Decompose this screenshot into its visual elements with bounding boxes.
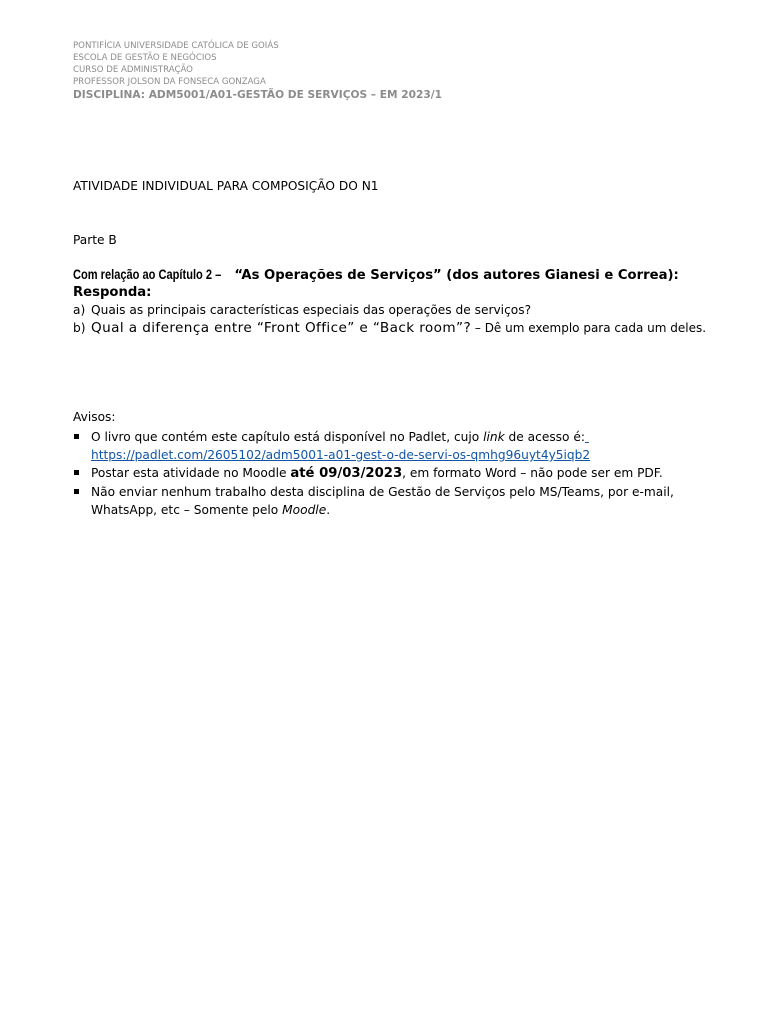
padlet-link[interactable]: https://padlet.com/2605102/adm5001-a01-gest-o-de-servi-os-qmhg96uyt4y5iqb2 <box>91 448 591 462</box>
professor-name: PROFESSOR JOLSON DA FONSECA GONZAGA <box>73 77 266 87</box>
chapter-title: “As Operações de Serviços” (dos autores Gianesi e Correa): <box>229 268 679 283</box>
part-label: Parte B <box>73 233 117 247</box>
bullet-square-icon <box>74 434 79 439</box>
notice-item <box>73 483 713 519</box>
school-name: ESCOLA DE GESTÃO E NEGÓCIOS <box>73 53 217 63</box>
university-name: PONTIFÍCIA UNIVERSIDADE CATÓLICA DE GOIÁS <box>73 41 279 51</box>
question-text: Quais as principais características especiais das operações de serviços? <box>91 303 532 317</box>
notice-text: WhatsApp, etc – Somente pelo <box>91 503 283 517</box>
notice-item <box>73 428 713 464</box>
deadline-date: até 09/03/2023 <box>290 466 403 481</box>
activity-title: ATIVIDADE INDIVIDUAL PARA COMPOSIÇÃO DO N1 <box>73 179 379 193</box>
question-a <box>73 303 531 317</box>
notice-text: de acesso é: <box>504 430 585 444</box>
notice-italic: link <box>483 430 505 444</box>
course-name: CURSO DE ADMINISTRAÇÃO <box>73 65 193 75</box>
question-b <box>73 320 706 336</box>
notice-italic: Moodle <box>282 503 327 517</box>
question-marker: b) <box>73 321 86 335</box>
question-marker: a) <box>73 303 86 317</box>
document-header <box>73 40 442 103</box>
notice-text: O livro que contém este capítulo está disponível no Padlet, cujo <box>91 430 484 444</box>
bullet-square-icon <box>74 489 79 494</box>
notice-text: Postar esta atividade no Moodle <box>91 466 291 480</box>
question-text: Qual a diferença entre “Front Office” e “Back room”? <box>91 320 472 336</box>
notice-text: Não enviar nenhum trabalho desta disciplina de Gestão de Serviços pelo MS/Teams, por e-mail, <box>91 485 674 499</box>
bullet-square-icon <box>74 470 79 475</box>
question-tail: – Dê um exemplo para cada um deles. <box>471 321 707 335</box>
notices-title: Avisos: <box>73 410 116 424</box>
notice-text: , em formato Word – não pode ser em PDF. <box>402 466 663 480</box>
respond-label: Responda: <box>73 285 152 300</box>
notice-item <box>73 464 713 483</box>
notice-text: . <box>326 503 331 517</box>
chapter-lead: Com relação ao Capítulo 2 – <box>73 267 222 282</box>
discipline-title: DISCIPLINA: ADM5001/A01-GESTÃO DE SERVIÇOS – EM 2023/1 <box>73 89 442 101</box>
chapter-heading <box>73 267 679 283</box>
notices-list <box>73 428 713 519</box>
